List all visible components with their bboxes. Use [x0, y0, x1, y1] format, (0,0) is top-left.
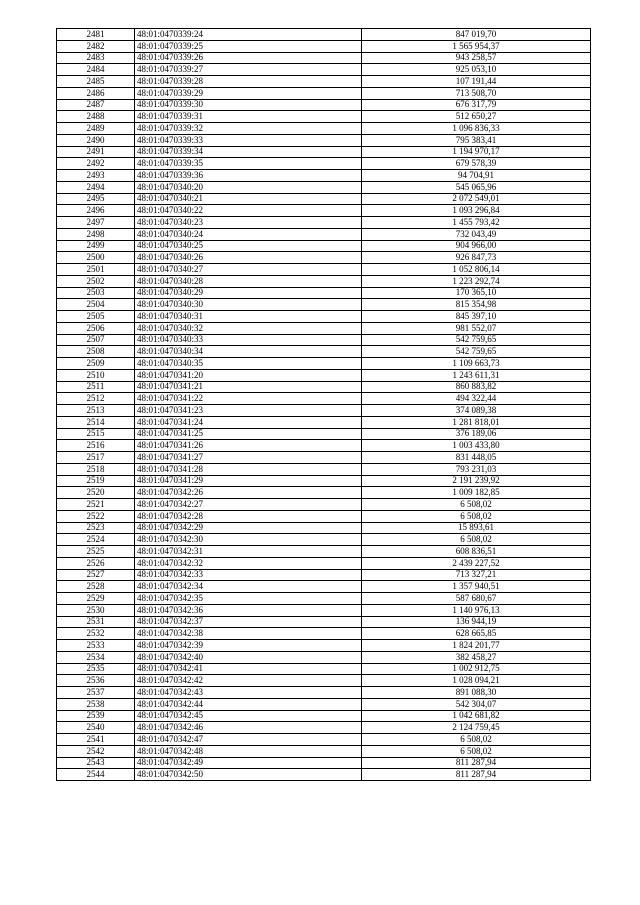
table-row — [57, 734, 591, 746]
row-number-cell: 2496 — [57, 205, 135, 217]
cadastral-number-cell: 48:01:0470339:32 — [135, 123, 362, 135]
cadastral-value-cell: 713 508,70 — [362, 87, 591, 99]
cadastral-number-cell: 48:01:0470342:29 — [135, 522, 362, 534]
cadastral-number-cell: 48:01:0470340:23 — [135, 217, 362, 229]
cadastral-value-cell: 376 189,06 — [362, 428, 591, 440]
cadastral-value-cell: 847 019,70 — [362, 29, 591, 41]
cadastral-number-cell: 48:01:0470342:41 — [135, 663, 362, 675]
table-row — [57, 40, 591, 52]
row-number-cell: 2484 — [57, 64, 135, 76]
row-number-cell: 2497 — [57, 217, 135, 229]
table-row — [57, 569, 591, 581]
cadastral-value-cell: 811 287,94 — [362, 769, 591, 781]
cadastral-number-cell: 48:01:0470340:31 — [135, 311, 362, 323]
cadastral-number-cell: 48:01:0470340:28 — [135, 275, 362, 287]
table-row — [57, 440, 591, 452]
cadastral-value-cell: 608 836,51 — [362, 546, 591, 558]
row-number-cell: 2532 — [57, 628, 135, 640]
table-row — [57, 29, 591, 41]
row-number-cell: 2540 — [57, 722, 135, 734]
table-row — [57, 510, 591, 522]
table-row — [57, 205, 591, 217]
table-row — [57, 452, 591, 464]
cadastral-value-cell: 545 065,96 — [362, 181, 591, 193]
cadastral-number-cell: 48:01:0470340:29 — [135, 287, 362, 299]
cadastral-value-table — [56, 28, 591, 781]
cadastral-number-cell: 48:01:0470340:20 — [135, 181, 362, 193]
cadastral-number-cell: 48:01:0470341:22 — [135, 393, 362, 405]
cadastral-number-cell: 48:01:0470340:35 — [135, 358, 362, 370]
table-row — [57, 487, 591, 499]
row-number-cell: 2505 — [57, 311, 135, 323]
row-number-cell: 2491 — [57, 146, 135, 158]
row-number-cell: 2504 — [57, 299, 135, 311]
table-row — [57, 416, 591, 428]
table-row — [57, 322, 591, 334]
cadastral-value-cell: 981 552,07 — [362, 322, 591, 334]
row-number-cell: 2535 — [57, 663, 135, 675]
table-row — [57, 181, 591, 193]
cadastral-number-cell: 48:01:0470342:39 — [135, 640, 362, 652]
table-row — [57, 228, 591, 240]
table-row — [57, 604, 591, 616]
cadastral-number-cell: 48:01:0470342:46 — [135, 722, 362, 734]
row-number-cell: 2541 — [57, 734, 135, 746]
cadastral-number-cell: 48:01:0470340:26 — [135, 252, 362, 264]
row-number-cell: 2529 — [57, 593, 135, 605]
cadastral-number-cell: 48:01:0470340:34 — [135, 346, 362, 358]
row-number-cell: 2499 — [57, 240, 135, 252]
table-row — [57, 52, 591, 64]
table-row — [57, 358, 591, 370]
cadastral-number-cell: 48:01:0470342:48 — [135, 745, 362, 757]
cadastral-value-cell: 136 944,19 — [362, 616, 591, 628]
row-number-cell: 2515 — [57, 428, 135, 440]
table-row — [57, 640, 591, 652]
cadastral-value-cell: 628 665,85 — [362, 628, 591, 640]
cadastral-value-cell: 587 680,67 — [362, 593, 591, 605]
cadastral-value-cell: 6 508,02 — [362, 510, 591, 522]
cadastral-number-cell: 48:01:0470342:45 — [135, 710, 362, 722]
cadastral-value-cell: 815 354,98 — [362, 299, 591, 311]
table-row — [57, 76, 591, 88]
cadastral-value-cell: 676 317,79 — [362, 99, 591, 111]
table-row — [57, 87, 591, 99]
table-row — [57, 546, 591, 558]
row-number-cell: 2528 — [57, 581, 135, 593]
cadastral-number-cell: 48:01:0470340:30 — [135, 299, 362, 311]
cadastral-value-cell: 943 258,57 — [362, 52, 591, 64]
cadastral-value-cell: 925 053,10 — [362, 64, 591, 76]
cadastral-number-cell: 48:01:0470339:24 — [135, 29, 362, 41]
cadastral-number-cell: 48:01:0470340:25 — [135, 240, 362, 252]
row-number-cell: 2511 — [57, 381, 135, 393]
cadastral-value-cell: 679 578,39 — [362, 158, 591, 170]
cadastral-number-cell: 48:01:0470341:21 — [135, 381, 362, 393]
cadastral-number-cell: 48:01:0470339:27 — [135, 64, 362, 76]
table-row — [57, 158, 591, 170]
row-number-cell: 2514 — [57, 416, 135, 428]
cadastral-value-cell: 831 448,05 — [362, 452, 591, 464]
table-row — [57, 275, 591, 287]
cadastral-value-cell: 1 002 912,75 — [362, 663, 591, 675]
table-row — [57, 581, 591, 593]
table-row — [57, 134, 591, 146]
row-number-cell: 2533 — [57, 640, 135, 652]
cadastral-number-cell: 48:01:0470340:24 — [135, 228, 362, 240]
row-number-cell: 2503 — [57, 287, 135, 299]
table-row — [57, 616, 591, 628]
cadastral-value-cell: 732 043,49 — [362, 228, 591, 240]
row-number-cell: 2508 — [57, 346, 135, 358]
row-number-cell: 2507 — [57, 334, 135, 346]
cadastral-value-cell: 1 223 292,74 — [362, 275, 591, 287]
row-number-cell: 2493 — [57, 170, 135, 182]
cadastral-number-cell: 48:01:0470339:36 — [135, 170, 362, 182]
cadastral-number-cell: 48:01:0470339:35 — [135, 158, 362, 170]
table-row — [57, 381, 591, 393]
row-number-cell: 2524 — [57, 534, 135, 546]
table-row — [57, 663, 591, 675]
row-number-cell: 2525 — [57, 546, 135, 558]
table-row — [57, 346, 591, 358]
cadastral-number-cell: 48:01:0470342:26 — [135, 487, 362, 499]
table-row — [57, 522, 591, 534]
cadastral-number-cell: 48:01:0470340:33 — [135, 334, 362, 346]
row-number-cell: 2488 — [57, 111, 135, 123]
cadastral-number-cell: 48:01:0470342:32 — [135, 557, 362, 569]
table-row — [57, 428, 591, 440]
table-row — [57, 687, 591, 699]
cadastral-value-cell: 512 650,27 — [362, 111, 591, 123]
cadastral-number-cell: 48:01:0470342:33 — [135, 569, 362, 581]
cadastral-value-cell: 494 322,44 — [362, 393, 591, 405]
cadastral-number-cell: 48:01:0470342:38 — [135, 628, 362, 640]
cadastral-number-cell: 48:01:0470342:31 — [135, 546, 362, 558]
cadastral-value-cell: 6 508,02 — [362, 499, 591, 511]
row-number-cell: 2500 — [57, 252, 135, 264]
table-row — [57, 264, 591, 276]
cadastral-number-cell: 48:01:0470342:50 — [135, 769, 362, 781]
table-row — [57, 557, 591, 569]
cadastral-number-cell: 48:01:0470340:27 — [135, 264, 362, 276]
cadastral-value-cell: 2 072 549,01 — [362, 193, 591, 205]
cadastral-value-cell: 1 140 976,13 — [362, 604, 591, 616]
row-number-cell: 2492 — [57, 158, 135, 170]
cadastral-number-cell: 48:01:0470339:25 — [135, 40, 362, 52]
cadastral-number-cell: 48:01:0470339:28 — [135, 76, 362, 88]
cadastral-value-cell: 382 458,27 — [362, 651, 591, 663]
cadastral-value-cell: 1 455 793,42 — [362, 217, 591, 229]
row-number-cell: 2518 — [57, 463, 135, 475]
table-row — [57, 722, 591, 734]
cadastral-number-cell: 48:01:0470341:29 — [135, 475, 362, 487]
table-row — [57, 369, 591, 381]
cadastral-value-cell: 713 327,21 — [362, 569, 591, 581]
row-number-cell: 2542 — [57, 745, 135, 757]
cadastral-value-cell: 374 089,38 — [362, 405, 591, 417]
row-number-cell: 2522 — [57, 510, 135, 522]
cadastral-value-cell: 6 508,02 — [362, 734, 591, 746]
row-number-cell: 2523 — [57, 522, 135, 534]
cadastral-number-cell: 48:01:0470342:36 — [135, 604, 362, 616]
table-row — [57, 299, 591, 311]
row-number-cell: 2530 — [57, 604, 135, 616]
row-number-cell: 2513 — [57, 405, 135, 417]
cadastral-number-cell: 48:01:0470339:33 — [135, 134, 362, 146]
table-row — [57, 534, 591, 546]
table-row — [57, 499, 591, 511]
table-row — [57, 745, 591, 757]
cadastral-number-cell: 48:01:0470342:43 — [135, 687, 362, 699]
cadastral-value-cell: 542 759,65 — [362, 346, 591, 358]
cadastral-number-cell: 48:01:0470341:27 — [135, 452, 362, 464]
cadastral-value-cell: 1 194 970,17 — [362, 146, 591, 158]
cadastral-value-cell: 926 847,73 — [362, 252, 591, 264]
cadastral-value-cell: 795 383,41 — [362, 134, 591, 146]
cadastral-number-cell: 48:01:0470341:20 — [135, 369, 362, 381]
table-row — [57, 769, 591, 781]
cadastral-value-cell: 845 397,10 — [362, 311, 591, 323]
row-number-cell: 2527 — [57, 569, 135, 581]
cadastral-value-cell: 793 231,03 — [362, 463, 591, 475]
cadastral-number-cell: 48:01:0470340:22 — [135, 205, 362, 217]
row-number-cell: 2502 — [57, 275, 135, 287]
row-number-cell: 2501 — [57, 264, 135, 276]
table-row — [57, 334, 591, 346]
cadastral-number-cell: 48:01:0470339:31 — [135, 111, 362, 123]
row-number-cell: 2487 — [57, 99, 135, 111]
cadastral-number-cell: 48:01:0470342:37 — [135, 616, 362, 628]
cadastral-number-cell: 48:01:0470342:30 — [135, 534, 362, 546]
cadastral-value-cell: 2 439 227,52 — [362, 557, 591, 569]
table-row — [57, 651, 591, 663]
table-row — [57, 593, 591, 605]
row-number-cell: 2516 — [57, 440, 135, 452]
cadastral-value-cell: 1 003 433,80 — [362, 440, 591, 452]
table-row — [57, 405, 591, 417]
cadastral-value-cell: 2 124 759,45 — [362, 722, 591, 734]
row-number-cell: 2520 — [57, 487, 135, 499]
row-number-cell: 2543 — [57, 757, 135, 769]
table-row — [57, 123, 591, 135]
row-number-cell: 2506 — [57, 322, 135, 334]
table-row — [57, 240, 591, 252]
cadastral-number-cell: 48:01:0470342:47 — [135, 734, 362, 746]
table-row — [57, 393, 591, 405]
table-row — [57, 252, 591, 264]
row-number-cell: 2544 — [57, 769, 135, 781]
table-row — [57, 757, 591, 769]
cadastral-number-cell: 48:01:0470342:42 — [135, 675, 362, 687]
table-row — [57, 193, 591, 205]
cadastral-value-cell: 1 243 611,31 — [362, 369, 591, 381]
row-number-cell: 2521 — [57, 499, 135, 511]
cadastral-value-cell: 860 883,82 — [362, 381, 591, 393]
cadastral-value-cell: 542 304,07 — [362, 698, 591, 710]
row-number-cell: 2531 — [57, 616, 135, 628]
table-row — [57, 287, 591, 299]
cadastral-number-cell: 48:01:0470341:24 — [135, 416, 362, 428]
cadastral-value-cell: 1 357 940,51 — [362, 581, 591, 593]
cadastral-value-cell: 2 191 239,92 — [362, 475, 591, 487]
row-number-cell: 2538 — [57, 698, 135, 710]
row-number-cell: 2489 — [57, 123, 135, 135]
cadastral-number-cell: 48:01:0470339:30 — [135, 99, 362, 111]
row-number-cell: 2512 — [57, 393, 135, 405]
cadastral-value-cell: 1 009 182,85 — [362, 487, 591, 499]
table-row — [57, 64, 591, 76]
cadastral-number-cell: 48:01:0470339:26 — [135, 52, 362, 64]
row-number-cell: 2539 — [57, 710, 135, 722]
row-number-cell: 2517 — [57, 452, 135, 464]
cadastral-value-cell: 6 508,02 — [362, 534, 591, 546]
row-number-cell: 2483 — [57, 52, 135, 64]
row-number-cell: 2534 — [57, 651, 135, 663]
row-number-cell: 2494 — [57, 181, 135, 193]
cadastral-number-cell: 48:01:0470341:23 — [135, 405, 362, 417]
table-row — [57, 475, 591, 487]
table-row — [57, 628, 591, 640]
row-number-cell: 2526 — [57, 557, 135, 569]
row-number-cell: 2485 — [57, 76, 135, 88]
row-number-cell: 2509 — [57, 358, 135, 370]
cadastral-value-cell: 94 704,91 — [362, 170, 591, 182]
cadastral-number-cell: 48:01:0470341:26 — [135, 440, 362, 452]
cadastral-value-cell: 1 281 818,01 — [362, 416, 591, 428]
table-row — [57, 146, 591, 158]
cadastral-value-cell: 1 109 663,73 — [362, 358, 591, 370]
table-row — [57, 170, 591, 182]
cadastral-value-cell: 904 966,00 — [362, 240, 591, 252]
row-number-cell: 2537 — [57, 687, 135, 699]
table-row — [57, 311, 591, 323]
cadastral-value-cell: 811 287,94 — [362, 757, 591, 769]
cadastral-value-cell: 542 759,65 — [362, 334, 591, 346]
cadastral-number-cell: 48:01:0470340:32 — [135, 322, 362, 334]
cadastral-value-cell: 6 508,02 — [362, 745, 591, 757]
cadastral-number-cell: 48:01:0470342:40 — [135, 651, 362, 663]
table-body — [57, 29, 591, 781]
cadastral-value-cell: 1 565 954,37 — [362, 40, 591, 52]
table-row — [57, 99, 591, 111]
row-number-cell: 2536 — [57, 675, 135, 687]
cadastral-value-cell: 1 028 094,21 — [362, 675, 591, 687]
row-number-cell: 2490 — [57, 134, 135, 146]
cadastral-value-cell: 107 191,44 — [362, 76, 591, 88]
cadastral-number-cell: 48:01:0470342:49 — [135, 757, 362, 769]
row-number-cell: 2482 — [57, 40, 135, 52]
row-number-cell: 2498 — [57, 228, 135, 240]
cadastral-number-cell: 48:01:0470342:28 — [135, 510, 362, 522]
table-row — [57, 698, 591, 710]
cadastral-number-cell: 48:01:0470339:29 — [135, 87, 362, 99]
cadastral-number-cell: 48:01:0470342:44 — [135, 698, 362, 710]
row-number-cell: 2519 — [57, 475, 135, 487]
table-row — [57, 710, 591, 722]
cadastral-value-cell: 1 042 681,82 — [362, 710, 591, 722]
cadastral-number-cell: 48:01:0470342:34 — [135, 581, 362, 593]
cadastral-value-cell: 1 824 201,77 — [362, 640, 591, 652]
table-row — [57, 463, 591, 475]
cadastral-value-cell: 891 088,30 — [362, 687, 591, 699]
cadastral-value-cell: 170 365,10 — [362, 287, 591, 299]
table-row — [57, 111, 591, 123]
cadastral-value-cell: 1 096 836,33 — [362, 123, 591, 135]
table-row — [57, 217, 591, 229]
cadastral-number-cell: 48:01:0470341:25 — [135, 428, 362, 440]
cadastral-value-cell: 15 893,61 — [362, 522, 591, 534]
row-number-cell: 2510 — [57, 369, 135, 381]
row-number-cell: 2495 — [57, 193, 135, 205]
cadastral-number-cell: 48:01:0470342:35 — [135, 593, 362, 605]
cadastral-number-cell: 48:01:0470342:27 — [135, 499, 362, 511]
cadastral-number-cell: 48:01:0470340:21 — [135, 193, 362, 205]
cadastral-value-cell: 1 052 806,14 — [362, 264, 591, 276]
row-number-cell: 2486 — [57, 87, 135, 99]
table-row — [57, 675, 591, 687]
cadastral-value-cell: 1 093 296,84 — [362, 205, 591, 217]
cadastral-number-cell: 48:01:0470339:34 — [135, 146, 362, 158]
row-number-cell: 2481 — [57, 29, 135, 41]
cadastral-number-cell: 48:01:0470341:28 — [135, 463, 362, 475]
